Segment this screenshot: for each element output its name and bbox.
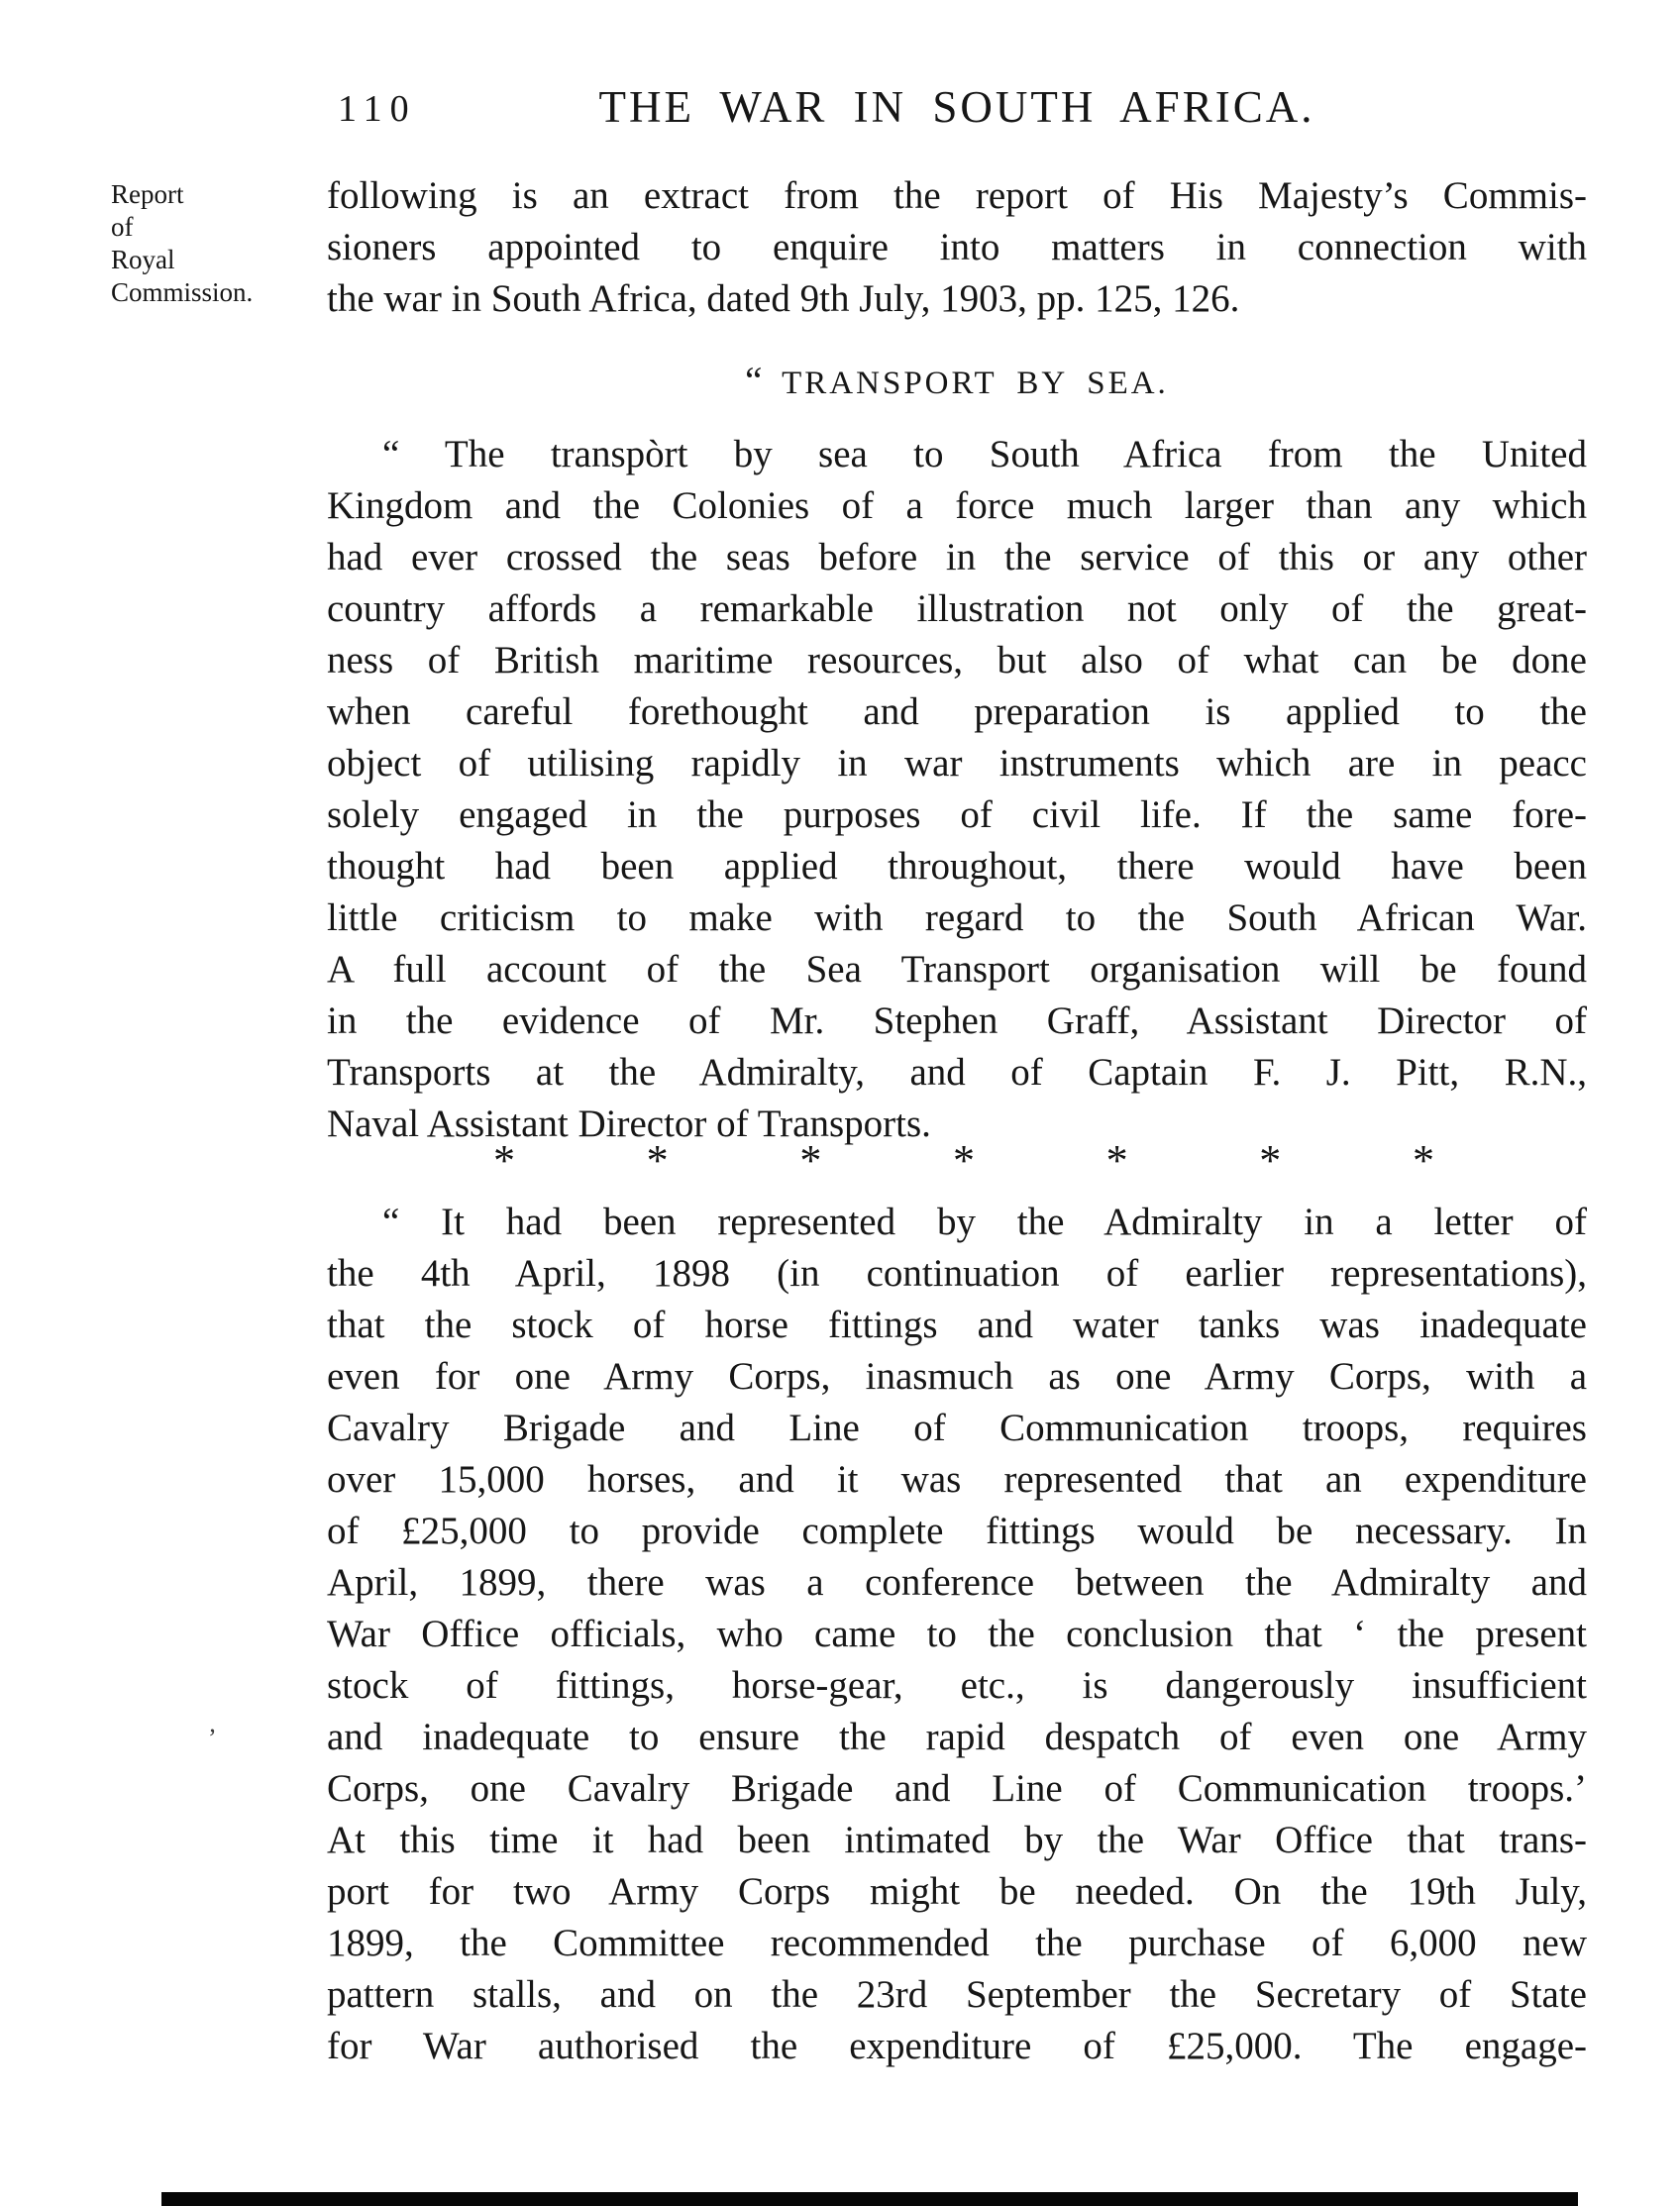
margin-note-line: of <box>111 212 134 242</box>
body-line: over 15,000 horses, and it was represented that an expenditure <box>327 1458 1587 1501</box>
body-line: April, 1899, there was a conference between the Admiralty and <box>327 1561 1587 1604</box>
body-line: At this time it had been intimated by the War Office that trans- <box>327 1819 1587 1861</box>
margin-note-line: Royal <box>111 245 175 274</box>
body-line: sioners appointed to enquire into matters in connection with <box>327 226 1587 268</box>
body-line: pattern stalls, and on the 23rd September the Secretary of State <box>327 1973 1587 2016</box>
body-line: the war in South Africa, dated 9th July, 1903, pp. 125, 126. <box>327 277 1240 320</box>
body-line: Corps, one Cavalry Brigade and Line of Communication troops.’ <box>327 1767 1587 1810</box>
body-line: A full account of the Sea Transport organisation will be found <box>327 948 1587 991</box>
body-line: “ The transpòrt by sea to South Africa from the United <box>382 433 1587 475</box>
body-line: Naval Assistant Director of Transports. <box>327 1103 931 1145</box>
body-line: when careful forethought and preparation is applied to the <box>327 690 1587 733</box>
asterisk: * <box>799 1136 822 1185</box>
body-line: that the stock of horse fittings and water tanks was inadequate <box>327 1304 1587 1346</box>
body-line: ness of British maritime resources, but also of what can be done <box>327 639 1587 682</box>
asterisk-separator <box>493 1136 1434 1185</box>
body-line: “ It had been represented by the Admiralty in a letter of <box>382 1201 1587 1243</box>
scan-edge-bar <box>161 2192 1578 2206</box>
body-line: for War authorised the expenditure of £25,000. The engage- <box>327 2025 1587 2067</box>
body-line: and inadequate to ensure the rapid despatch of even one Army <box>327 1716 1587 1758</box>
opening-quote: “ <box>745 360 763 402</box>
body-line: solely engaged in the purposes of civil life. If the same fore- <box>327 793 1587 836</box>
asterisk: * <box>1259 1136 1282 1185</box>
body-line: of £25,000 to provide complete fittings would be necessary. In <box>327 1510 1587 1552</box>
section-heading <box>327 359 1587 403</box>
page-title: THE WAR IN SOUTH AFRICA. <box>598 82 1315 132</box>
intro-paragraph <box>327 170 1587 325</box>
body-line: stock of fittings, horse-gear, etc., is dangerously insufficient <box>327 1664 1587 1707</box>
body-line: little criticism to make with regard to the South African War. <box>327 896 1587 939</box>
page-number: 110 <box>338 88 417 130</box>
asterisk: * <box>493 1136 515 1185</box>
margin-note <box>111 178 324 309</box>
asterisk: * <box>1412 1136 1434 1185</box>
margin-note-line: Commission. <box>111 277 254 307</box>
body-line: in the evidence of Mr. Stephen Graff, Assistant Director of <box>327 999 1587 1042</box>
body-line: Kingdom and the Colonies of a force much larger than any which <box>327 484 1587 527</box>
body-line: thought had been applied throughout, there would have been <box>327 845 1587 888</box>
margin-note-line: Report <box>111 179 184 209</box>
body-line: object of utilising rapidly in war instruments which are in peacc <box>327 742 1587 785</box>
body-line: Transports at the Admiralty, and of Captain F. J. Pitt, R.N., <box>327 1051 1587 1094</box>
transport-paragraph <box>327 429 1587 1150</box>
scan-artifact-mark: ’ <box>208 1724 217 1752</box>
body-line: even for one Army Corps, inasmuch as one Army Corps, with a <box>327 1355 1587 1398</box>
body-line: port for two Army Corps might be needed. On the 19th July, <box>327 1870 1587 1913</box>
body-line: country affords a remarkable illustration not only of the great- <box>327 587 1587 630</box>
admiralty-paragraph <box>327 1197 1587 2072</box>
body-line: following is an extract from the report of His Majesty’s Commis- <box>327 174 1587 217</box>
section-heading-text: TRANSPORT BY SEA. <box>782 366 1169 401</box>
asterisk: * <box>646 1136 669 1185</box>
asterisk: * <box>1105 1136 1128 1185</box>
body-line: 1899, the Committee recommended the purchase of 6,000 new <box>327 1922 1587 1964</box>
body-line: had ever crossed the seas before in the service of this or any other <box>327 536 1587 578</box>
body-line: War Office officials, who came to the conclusion that ‘ the present <box>327 1613 1587 1655</box>
asterisk: * <box>952 1136 975 1185</box>
body-line: Cavalry Brigade and Line of Communication troops, requires <box>327 1407 1587 1449</box>
body-line: the 4th April, 1898 (in continuation of earlier representations), <box>327 1252 1587 1295</box>
